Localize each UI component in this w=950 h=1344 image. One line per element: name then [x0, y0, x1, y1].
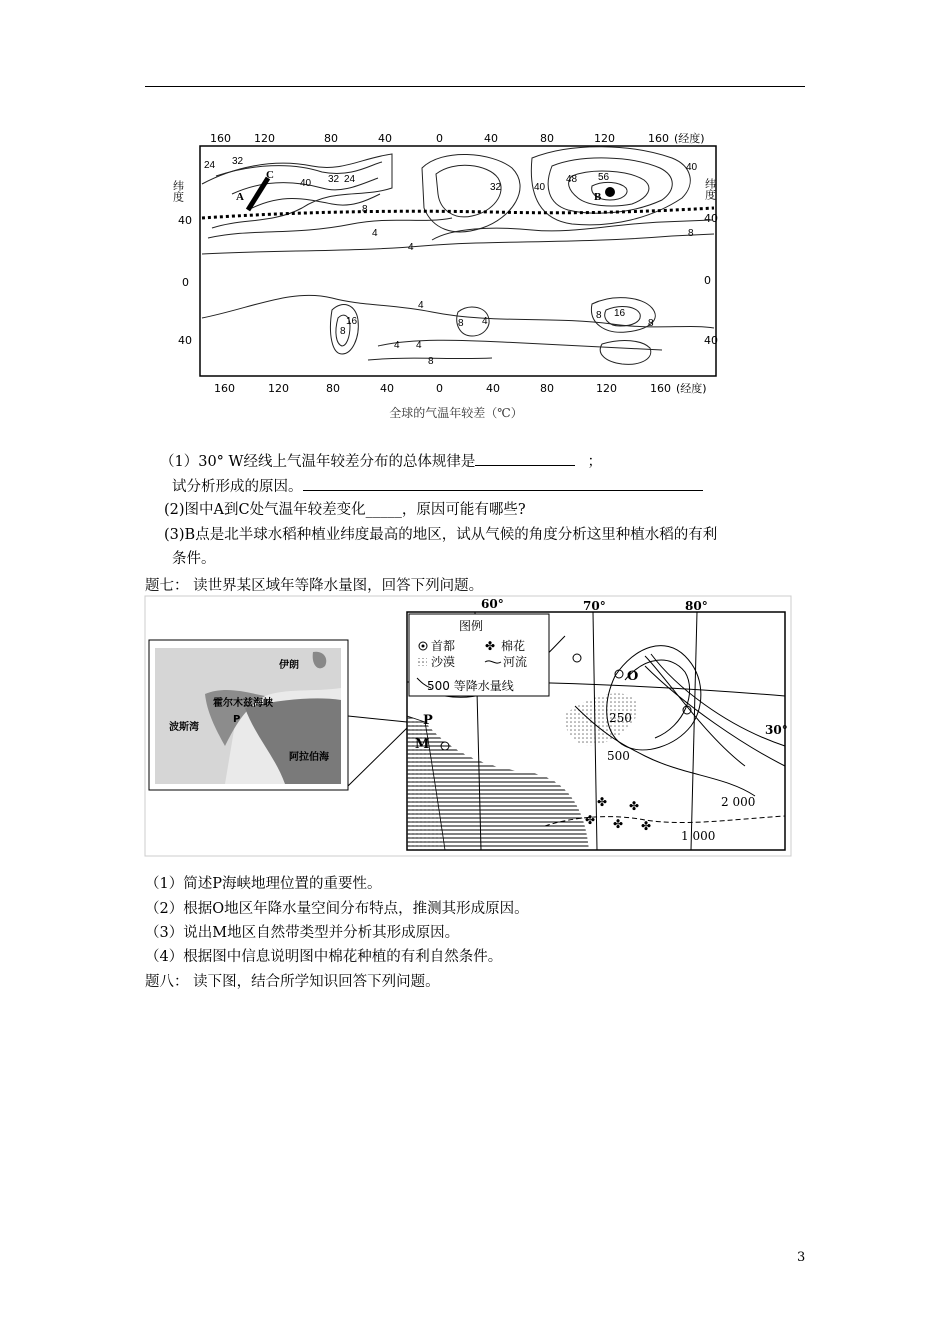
- top-lon-4: 0: [436, 132, 443, 145]
- map-label-m: M: [415, 737, 430, 752]
- inset-iran: 伊朗: [279, 660, 299, 671]
- question1b-line: [172, 476, 703, 497]
- contour-label-23: 16: [614, 308, 626, 319]
- left-lat-2: 40: [178, 334, 192, 347]
- contour-label-12: 40: [686, 162, 698, 173]
- top-lon-6: 80: [540, 132, 554, 145]
- right-lat-0: 40: [704, 212, 718, 225]
- contour-label-8: 32: [490, 182, 502, 193]
- map-label-1000: 1 000: [681, 829, 716, 843]
- section7-q3: （3）说出M地区自然带类型并分析其形成原因。: [145, 925, 460, 941]
- bot-lon-5: 40: [486, 382, 500, 395]
- top-lon-7: 120: [594, 132, 615, 145]
- inset-hormuz: 霍尔木兹海峡: [213, 698, 273, 709]
- right-lat-2: 40: [704, 334, 718, 347]
- q1b-blank: [303, 476, 703, 491]
- temperature-range-map: [171, 128, 720, 428]
- question3b-line: 条件。: [172, 551, 216, 567]
- bot-lon-7: 120: [596, 382, 617, 395]
- legend-isohyet: 500 等降水量线: [427, 679, 514, 693]
- contour-label-6: 4: [372, 228, 378, 239]
- contour-label-4: 24: [344, 174, 356, 185]
- temperature-range-map-svg: [171, 128, 720, 398]
- top-lon-1: 120: [254, 132, 275, 145]
- cotton-icon-3: ✤: [585, 813, 596, 827]
- contour-label-3: 32: [328, 174, 340, 185]
- contour-label-19: 4: [394, 340, 400, 351]
- contour-label-16: 8: [340, 326, 346, 337]
- top-lon-0: 160: [210, 132, 231, 145]
- point-b-label: B: [594, 191, 602, 203]
- legend-cotton: 棉花: [501, 639, 526, 653]
- section8-title: 题八： 读下图，结合所学知识回答下列问题。: [145, 974, 440, 990]
- bot-lon-8: 160: [650, 382, 671, 395]
- inset-p: P: [233, 714, 241, 725]
- right-lat-1: 0: [704, 274, 711, 287]
- point-c-label: C: [266, 169, 274, 181]
- right-lat-unit: 纬度: [703, 178, 717, 200]
- question1-line: [160, 451, 602, 472]
- map-label-p: P: [423, 713, 433, 728]
- legend-capital: 首都: [431, 639, 456, 653]
- contour-label-9: 40: [534, 182, 546, 193]
- question3a-line: (3)B点是北半球水稻种植业纬度最高的地区，试从气候的角度分析这里种植水稻的有利: [164, 527, 718, 543]
- section7-title: 题七： 读世界某区域年等降水量图，回答下列问题。: [145, 578, 484, 594]
- contour-label-22: 8: [596, 310, 602, 321]
- contour-label-18: 8: [458, 318, 464, 329]
- contour-label-0: 24: [204, 160, 216, 171]
- section7-q1: （1）简述P海峡地理位置的重要性。: [145, 876, 382, 892]
- lon-60: 60°: [481, 597, 504, 611]
- question2-line: (2)图中A到C处气温年较差变化_____，原因可能有哪些?: [164, 502, 526, 518]
- bot-lon-2: 80: [326, 382, 340, 395]
- contour-label-20: 8: [428, 356, 434, 367]
- contour-label-21: 4: [482, 316, 488, 327]
- cotton-icon-1: ✤: [597, 795, 608, 809]
- map-label-o: O: [627, 669, 639, 684]
- section7-q4: （4）根据图中信息说明图中棉花种植的有利自然条件。: [145, 949, 503, 965]
- bot-lon-0: 160: [214, 382, 235, 395]
- map-label-250: 250: [609, 711, 632, 725]
- contour-label-11: 56: [598, 172, 610, 183]
- top-lon-3: 40: [378, 132, 392, 145]
- bot-lon-6: 80: [540, 382, 554, 395]
- lon-80: 80°: [685, 599, 708, 613]
- legend-river: 河流: [503, 655, 528, 669]
- legend-cotton-icon: ✤: [485, 639, 496, 653]
- cotton-icon-5: ✤: [641, 819, 652, 833]
- q1-text: （1）30° W经线上气温年较差分布的总体规律是: [160, 454, 476, 470]
- precipitation-map: [145, 596, 791, 856]
- contour-label-2: 40: [300, 178, 312, 189]
- top-lon-unit: (经度): [674, 132, 705, 145]
- q1-end: ；: [587, 454, 602, 470]
- contour-label-15: 4: [416, 340, 422, 351]
- q1-blank: [475, 451, 575, 466]
- contour-label-17: 16: [346, 316, 358, 327]
- precipitation-map-svg: [145, 596, 791, 856]
- bot-lon-4: 0: [436, 382, 443, 395]
- cotton-icon-4: ✤: [613, 817, 624, 831]
- left-lat-unit: 纬度: [171, 180, 185, 202]
- contour-label-1: 32: [232, 156, 244, 167]
- top-lon-8: 160: [648, 132, 669, 145]
- lon-70: 70°: [583, 599, 606, 613]
- lat-30: 30°: [765, 723, 788, 737]
- bot-lon-unit: (经度): [676, 382, 707, 395]
- header-rule: [145, 86, 805, 87]
- contour-label-5: 8: [362, 204, 368, 215]
- legend-desert: 沙漠: [431, 655, 456, 669]
- contour-label-24: 8: [648, 318, 654, 329]
- q1b-text: 试分析形成的原因。: [172, 479, 303, 495]
- cotton-icon-2: ✤: [629, 799, 640, 813]
- bot-lon-1: 120: [268, 382, 289, 395]
- inset-arabian-sea: 阿拉伯海: [289, 752, 329, 763]
- legend-title: 图例: [459, 619, 484, 633]
- contour-label-13: 8: [688, 228, 694, 239]
- contour-label-10: 48: [566, 174, 578, 185]
- contour-label-7: 4: [418, 300, 424, 311]
- point-a-label: A: [236, 191, 244, 203]
- bot-lon-3: 40: [380, 382, 394, 395]
- contour-label-14: 4: [408, 242, 414, 253]
- left-lat-1: 0: [182, 276, 189, 289]
- top-lon-5: 40: [484, 132, 498, 145]
- top-lon-2: 80: [324, 132, 338, 145]
- map-label-500: 500: [607, 749, 630, 763]
- figure1-caption: 全球的气温年较差（℃）: [389, 406, 523, 420]
- page-number: 3: [797, 1250, 806, 1265]
- section7-q2: （2）根据O地区年降水量空间分布特点，推测其形成原因。: [145, 901, 529, 917]
- inset-gulf: 波斯湾: [169, 722, 199, 733]
- left-lat-0: 40: [178, 214, 192, 227]
- map-label-2000: 2 000: [721, 795, 756, 809]
